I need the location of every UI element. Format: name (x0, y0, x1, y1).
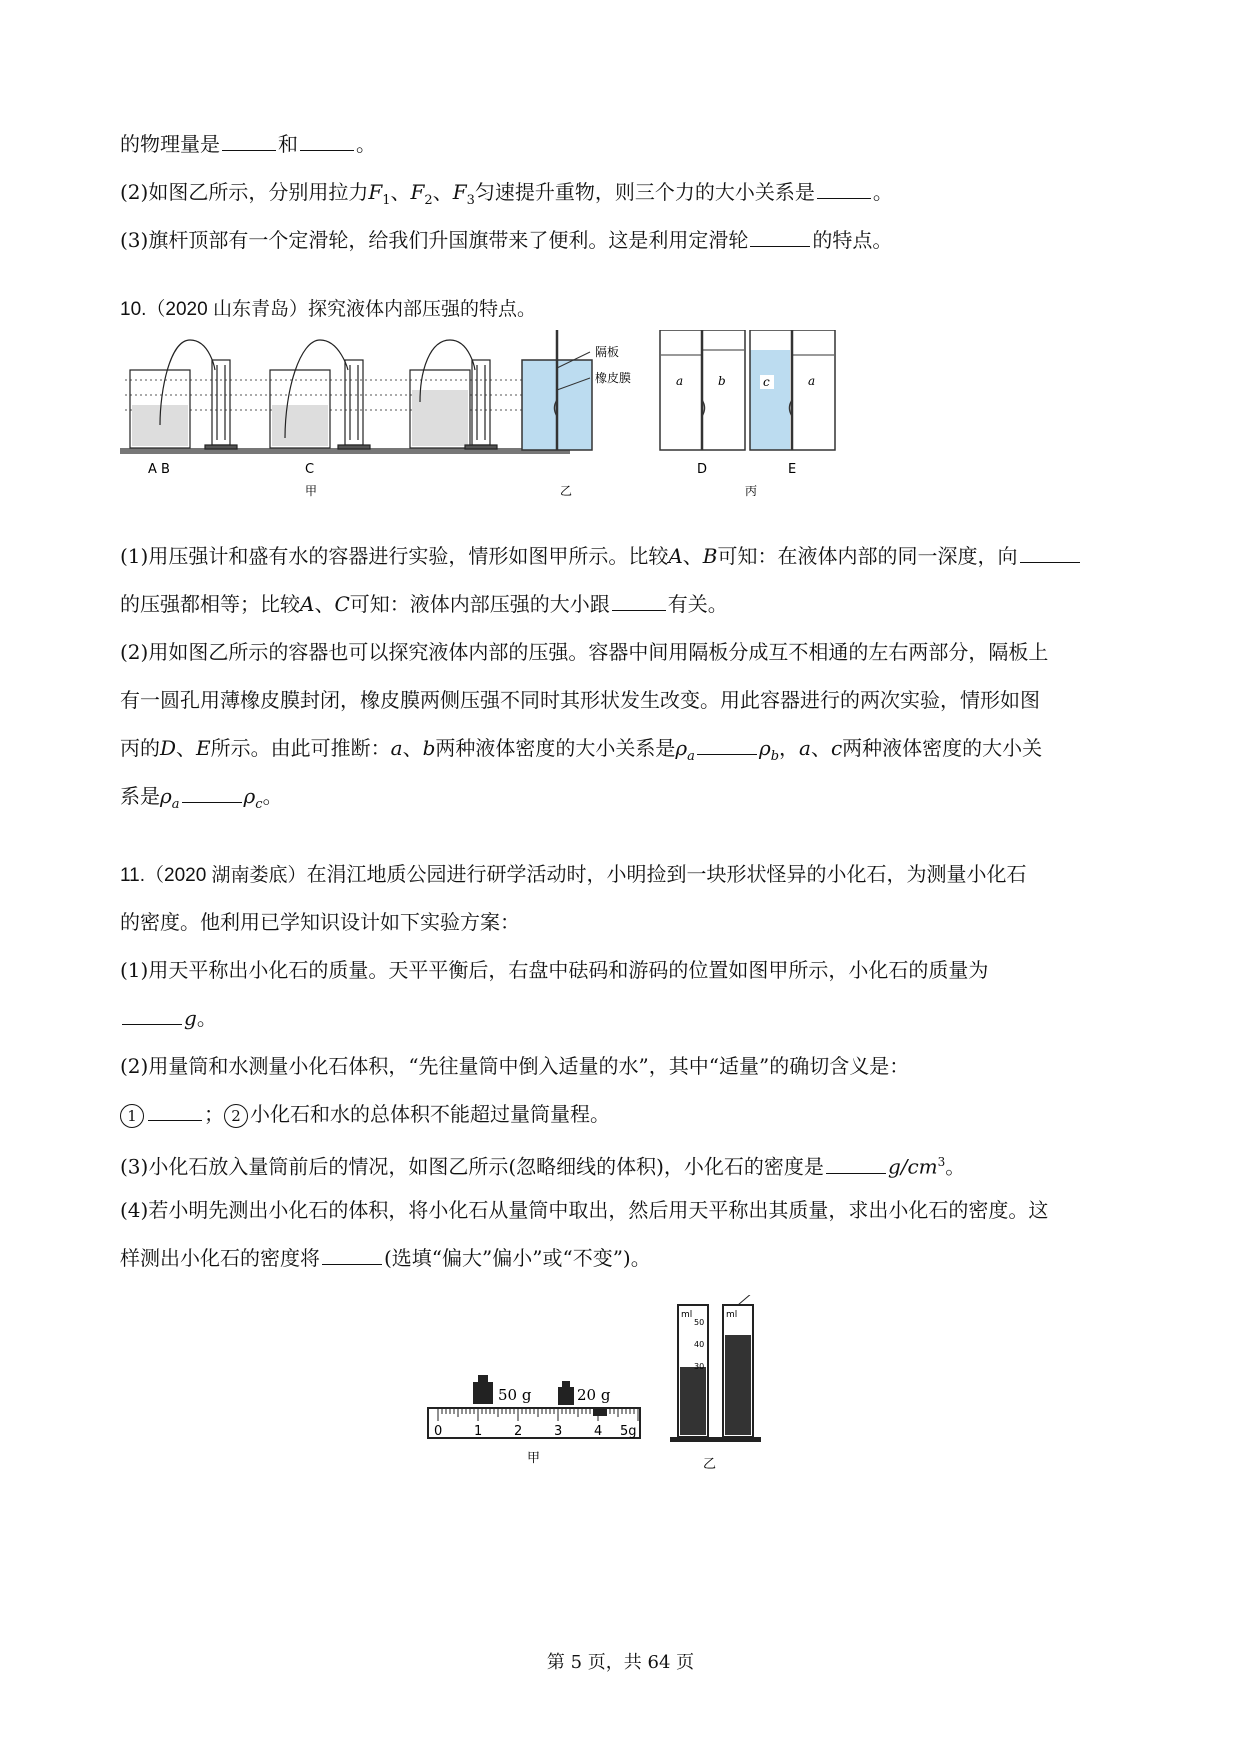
label-ml: ml (681, 1310, 693, 1320)
q10-line-4: 有一圆孔用薄橡皮膜封闭，橡皮膜两侧压强不同时其形状发生改变。用此容器进行的两次实验，情形如图 (120, 688, 1040, 712)
superscript: 3 (937, 1155, 946, 1169)
subscript: 1 (382, 193, 391, 208)
label-bing: 丙 (745, 484, 758, 498)
text: 有关。 (667, 592, 728, 616)
q10-title: 10.（2020 山东青岛）探究液体内部压强的特点。 (120, 299, 536, 320)
text: (3)小化石放入量筒前后的情况，如图乙所示(忽略细线的体积)，小化石的密度是 (120, 1154, 824, 1179)
label-a-liquid: a (808, 374, 816, 388)
cylinder-after (715, 1295, 761, 1442)
text: (1)用压强计和盛有水的容器进行实验，情形如图甲所示。比较 (120, 544, 669, 568)
q9-line-3 (120, 226, 892, 254)
container-e (750, 330, 835, 450)
text: 。 (356, 132, 376, 156)
q10-line-1 (120, 542, 1082, 570)
q11-line-8: (4)若小明先测出小化石的体积，将小化石从量筒中取出，然后用天平称出其质量，求出小化石的密度。这 (120, 1198, 1049, 1222)
symbol-F1: F (368, 180, 383, 204)
text: 可知：在液体内部的同一深度，向 (717, 544, 1018, 568)
symbol: A (300, 592, 315, 616)
tick-label: 5g (620, 1424, 637, 1439)
text: (选填“偏大”偏小”或“不变”)。 (384, 1246, 651, 1270)
symbol-rho: ρ (243, 784, 256, 808)
unit: g/cm (887, 1154, 938, 1179)
text: 两种液体密度的大小关系是 (435, 736, 676, 760)
subscript: 3 (466, 193, 475, 208)
tick-label: 3 (554, 1424, 563, 1439)
text: 。 (196, 1006, 217, 1030)
answer-blank (322, 1244, 382, 1265)
label-a: a (676, 374, 684, 388)
answer-blank (122, 1004, 182, 1025)
text: 、 (390, 180, 411, 204)
container-d (660, 330, 745, 450)
answer-blank (697, 734, 757, 755)
label-b: b (718, 374, 726, 388)
scale-label: 30 (694, 1362, 705, 1371)
container-yi (522, 330, 592, 450)
q10-line-3: (2)用如图乙所示的容器也可以探究液体内部的压强。容器中间用隔板分成互不相通的左右两部分，隔板上 (120, 640, 1049, 664)
q11-line-2: 的密度。他利用已学知识设计如下实验方案： (120, 910, 520, 934)
text: 和 (278, 132, 298, 156)
text: 匀速提升重物，则三个力的大小关系是 (474, 180, 815, 204)
subscript: c (255, 797, 263, 812)
symbol: E (196, 736, 211, 760)
answer-blank (612, 590, 666, 611)
symbol-rho: ρ (675, 736, 688, 760)
circled-number: 2 (224, 1104, 248, 1128)
text: 可知：液体内部压强的大小跟 (349, 592, 610, 616)
answer-blank (750, 226, 810, 247)
q10-line-6 (120, 782, 283, 819)
symbol-F2: F (410, 180, 425, 204)
text: ； (204, 1102, 224, 1126)
text: 的物理量是 (120, 132, 220, 156)
label-50g: 50 g (498, 1386, 532, 1404)
symbol: a (799, 736, 811, 760)
text: 小化石和水的总体积不能超过量筒量程。 (250, 1102, 610, 1126)
tick-label: 0 (434, 1424, 443, 1439)
tick-label: 1 (474, 1424, 483, 1439)
subscript: 2 (424, 193, 433, 208)
text: 在涓江地质公园进行研学活动时，小明捡到一块形状怪异的小化石，为测量小化石 (306, 862, 1027, 886)
symbol: b (422, 736, 436, 760)
label-20g: 20 g (577, 1386, 611, 1404)
answer-blank (1020, 542, 1080, 563)
label-xiangpimo: 橡皮膜 (595, 371, 632, 385)
symbol: c (830, 736, 843, 760)
q11-line-9 (120, 1244, 651, 1272)
label-c: C (305, 462, 315, 477)
subscript: a (687, 749, 695, 764)
text: 丙的 (120, 736, 160, 760)
text: 样测出小化石的密度将 (120, 1246, 320, 1270)
label-e: E (788, 462, 797, 477)
answer-blank (148, 1100, 202, 1121)
subscript: a (171, 797, 180, 812)
text: 、 (432, 180, 453, 204)
q11-title: 11.（2020 湖南娄底） (120, 865, 307, 886)
label-jia: 甲 (305, 484, 318, 498)
text: 。 (945, 1154, 966, 1179)
text: 的特点。 (812, 228, 893, 252)
q10-figure (120, 330, 960, 530)
symbol: a (390, 736, 403, 760)
label-jia: 甲 (527, 1451, 541, 1466)
q9-line-2 (120, 178, 893, 215)
text: 所示。由此可推断： (210, 736, 391, 760)
text: 、 (314, 592, 335, 616)
answer-blank (826, 1153, 886, 1174)
page-footer: 第 5 页，共 64 页 (546, 1652, 695, 1673)
q11-line-5: (2)用量筒和水测量小化石体积，“先往量筒中倒入适量的水”，其中“适量”的确切含义是： (120, 1054, 910, 1078)
text: 两种液体密度的大小关 (842, 736, 1043, 760)
manometer (212, 360, 230, 445)
text: 、 (176, 736, 197, 760)
symbol-rho: ρ (758, 736, 771, 760)
text: (3)旗杆顶部有一个定滑轮，给我们升国旗带来了便利。这是利用定滑轮 (120, 228, 749, 252)
symbol: A (668, 544, 683, 568)
rider (593, 1408, 607, 1416)
q11-line-4 (120, 1004, 217, 1032)
symbol-rho: ρ (160, 784, 172, 808)
symbol-F3: F (452, 180, 467, 204)
scale-label: 40 (694, 1340, 705, 1349)
scale-label: 50 (694, 1318, 705, 1327)
tick-label: 2 (514, 1424, 523, 1439)
weight-50g (473, 1382, 493, 1404)
unit: g (184, 1006, 197, 1030)
answer-blank (182, 782, 242, 803)
subscript: b (770, 749, 780, 764)
q11-line-7 (120, 1148, 965, 1181)
label-ab: A B (148, 462, 170, 477)
label-yi: 乙 (560, 484, 573, 498)
text: 、 (810, 736, 831, 760)
symbol: D (160, 736, 177, 760)
tick-label: 4 (594, 1424, 603, 1439)
text: 、 (402, 736, 423, 760)
text: ， (779, 736, 800, 760)
q11-figure (420, 1295, 840, 1485)
text: 。 (872, 180, 893, 204)
answer-blank (300, 130, 354, 151)
cylinder-before (670, 1305, 716, 1442)
answer-blank (817, 178, 871, 199)
label-ml: ml (726, 1310, 738, 1320)
text: 。 (262, 784, 283, 808)
q9-line-1 (120, 130, 376, 158)
symbol: C (334, 592, 350, 616)
label-yi: 乙 (703, 1457, 717, 1472)
text: (2)如图乙所示，分别用拉力 (120, 180, 369, 204)
label-d: D (697, 462, 708, 477)
symbol: B (702, 544, 718, 568)
weight-20g (558, 1387, 574, 1405)
q11-line-6 (120, 1100, 610, 1128)
text: 系是 (120, 784, 160, 808)
q11-line-1 (120, 860, 1027, 890)
text: 的压强都相等；比较 (120, 592, 300, 616)
circled-number: 1 (120, 1104, 144, 1128)
label-c-liquid: c (763, 375, 770, 389)
text: 、 (682, 544, 703, 568)
q10-line-2 (120, 590, 728, 618)
answer-blank (222, 130, 276, 151)
label-geban: 隔板 (595, 345, 620, 359)
q10-line-5 (120, 734, 1042, 771)
q11-line-3: (1)用天平称出小化石的质量。天平平衡后，右盘中砝码和游码的位置如图甲所示，小化石的质量为 (120, 958, 989, 982)
